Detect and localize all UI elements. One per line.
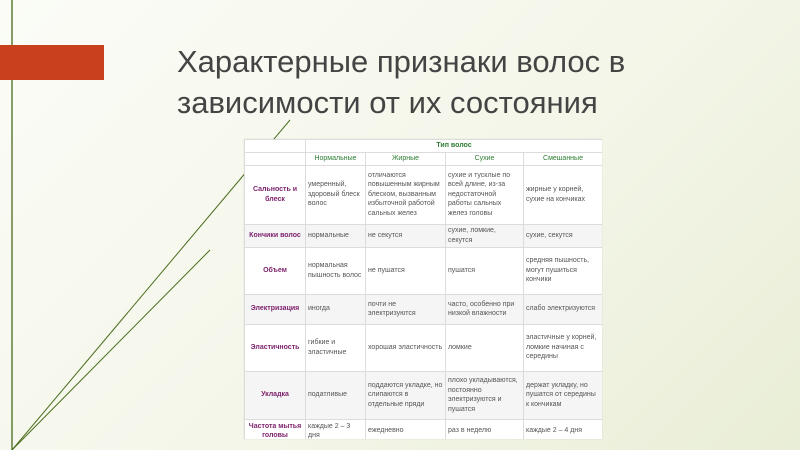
column-header-oily: Жирные [366,153,446,166]
table-cell: не пушатся [366,247,446,294]
table-corner-cell [245,140,306,153]
table-cell: хорошая эластичность [366,324,446,371]
table-cell: сухие, секутся [524,224,603,247]
row-header: Электризация [245,294,306,324]
row-header: Кончики волос [245,224,306,247]
table-cell: плохо укладываются, постоянно электризуются и пушатся [446,371,524,419]
table-corner-cell [245,153,306,166]
table-cell: каждые 2 – 4 дня [524,419,603,439]
group-header: Тип волос [306,140,603,153]
table-row [245,165,603,224]
table-row [245,247,603,294]
table-cell: не секутся [366,224,446,247]
row-header: Объем [245,247,306,294]
hair-types-table [244,139,602,439]
row-header: Частота мытья головы [245,419,306,439]
table-cell: раз в неделю [446,419,524,439]
row-header: Эластичность [245,324,306,371]
table-row [245,419,603,439]
table-cell: иногда [306,294,366,324]
table-cell: ежедневно [366,419,446,439]
table-cell: жирные у корней, сухие на кончиках [524,165,603,224]
table-cell: поддаются укладке, но слипаются в отдельные пряди [366,371,446,419]
column-header-normal: Нормальные [306,153,366,166]
table-cell: ломкие [446,324,524,371]
row-header: Сальность и блеск [245,165,306,224]
table-cell: сухие, ломкие, секутся [446,224,524,247]
table-row [245,224,603,247]
column-header-dry: Сухие [446,153,524,166]
table-cell: податливые [306,371,366,419]
column-header-mixed: Смешанные [524,153,603,166]
table-cell: часто, особенно при низкой влажности [446,294,524,324]
row-header: Укладка [245,371,306,419]
table-cell: почти не электризуются [366,294,446,324]
slide-title [177,41,777,123]
table-cell: каждые 2 – 3 дня [306,419,366,439]
table-cell: слабо электризуются [524,294,603,324]
table-cell: нормальные [306,224,366,247]
slide-title-line-2: зависимости от их состояния [177,85,598,120]
table-row [245,371,603,419]
table-cell: эластичные у корней, ломкие начиная с середины [524,324,603,371]
table-row [245,294,603,324]
table-cell: держат укладку, но пушатся от середины к кончикам [524,371,603,419]
hair-types-table-card [244,139,602,439]
slide-title-line-1: Характерные признаки волос в [177,44,626,79]
decor-line-diagonal-2 [12,250,210,450]
table-cell: сухие и тусклые по всей длине, из-за недостаточной работы сальных желез головы [446,165,524,224]
table-row [245,324,603,371]
table-cell: гибкие и эластичные [306,324,366,371]
accent-bar [0,45,104,80]
table-cell: отличаются повышенным жирным блеском, вызванным избыточной работой сальных желез [366,165,446,224]
table-cell: пушатся [446,247,524,294]
table-cell: средняя пышность, могут пушиться кончики [524,247,603,294]
table-cell: умеренный, здоровый блеск волос [306,165,366,224]
table-cell: нормальная пышность волос [306,247,366,294]
